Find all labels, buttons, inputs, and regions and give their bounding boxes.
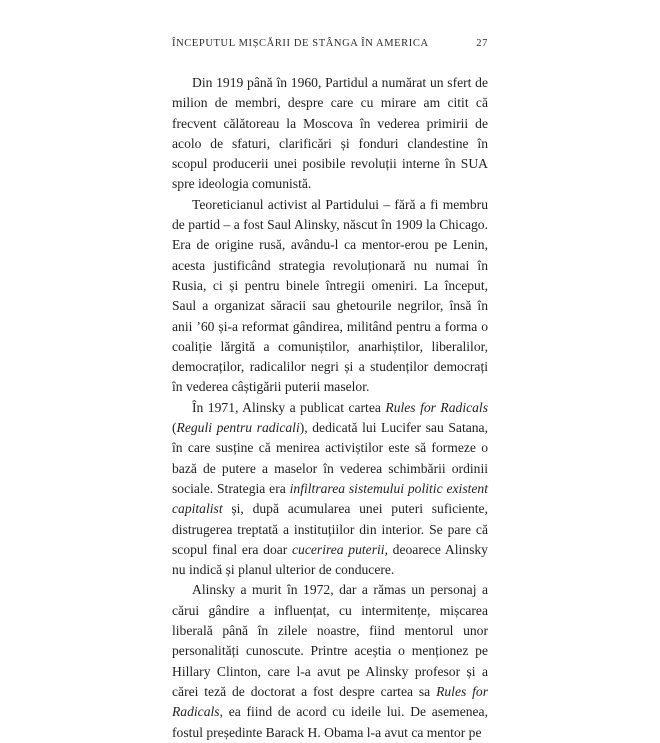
body-text: [172, 73, 488, 743]
text-run: și, după acumularea unei puteri suficiente, distrugerea treptată a instituțiilor din interior. Se pare că scopul final era doar: [172, 501, 488, 557]
italic-book-title: Rules for Radicals: [385, 399, 488, 415]
text-run: , ea fiind de acord cu ideile lui. De asemenea, fostul președinte Barack H. Obama l-a avut ca mentor pe: [172, 704, 488, 740]
paragraph-2: Teoreticianul activist al Partidului – fără a fi membru de partid – a fost Saul Alinsky, născut în 1909 la Chicago. Era de origine rusă, avându-l ca mentor-erou pe Lenin, acesta justificând strategia revoluționară nu numai în Rusia, ci și pentru binele întregii omeniri. La început, Saul a organizat săracii sau ghetourile negrilor, însă în anii ’60 și-a reformat gândirea, militând pentru a forma o coaliție lărgită a comuniștilor, anarhiștilor, liberalilor, democraților, radicalilor negri și a studenților democrați în vederea câștigării puterii maselor.: [172, 196, 488, 395]
paragraph-1: Din 1919 până în 1960, Partidul a numărat un sfert de milion de membri, despre care cu mirare am citit că frecvent călătoreau la Moscova în vederea primirii de acolo de sfaturi, clarificări și fonduri clandestine în scopul producerii unei posibile revoluții interne în SUA spre ideologia comunistă.: [172, 75, 488, 192]
page-number: 27: [476, 38, 488, 49]
paragraph-4: [172, 580, 488, 742]
text-run: (: [172, 420, 177, 436]
italic-book-title-translation: Reguli pentru radicali: [176, 420, 300, 436]
paragraph-3: [172, 398, 488, 581]
running-head: [172, 38, 488, 49]
text-run: ), dedicată lui Lucifer sau Satana, în care susține că menirea activiștilor este să formeze o bază de putere a maselor în vederea schimbării ordinii sociale. Strategia era: [172, 420, 488, 496]
italic-emphasis: infiltrarea sistemului politic existent capitalist: [172, 480, 488, 517]
chapter-title: ÎNCEPUTUL MIȘCĂRII DE STÂNGA ÎN AMERICA: [172, 38, 429, 49]
text-run: , deoarece Alinsky nu indică și planul ulterior de conducere.: [172, 541, 488, 578]
text-run: În 1971, Alinsky a publicat cartea: [192, 399, 386, 415]
text-run: Alinsky a murit în 1972, dar a rămas un personaj a cărui gândire a influențat, cu intermitențe, mișcarea liberală până în zilele noastre, fiind mentorul unor personalități cunoscute. Printre aceștia o menționez pe Hillary Clinton, care l-a avut pe Alinsky profesor și a cărei teză de doctorat a fost despre cartea sa: [172, 582, 488, 699]
italic-book-title: Rules for Radicals: [172, 683, 488, 720]
italic-emphasis: cucerirea puterii: [292, 541, 385, 557]
